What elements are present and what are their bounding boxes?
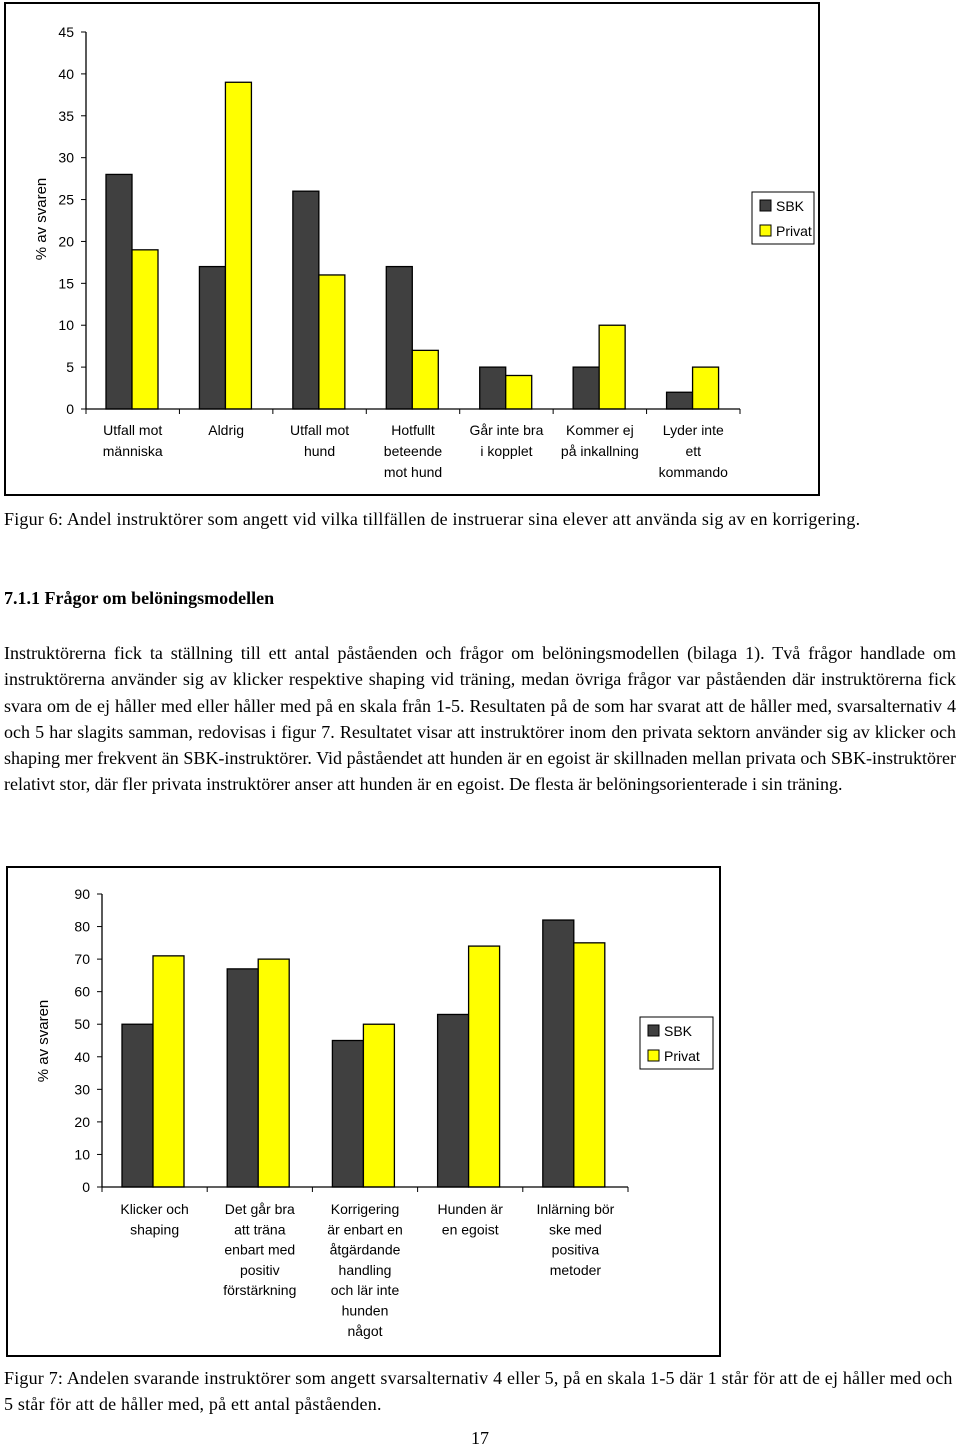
y-tick-label: 10 bbox=[58, 317, 74, 334]
bar-privat-0 bbox=[132, 250, 158, 409]
x-category-label: ske med bbox=[548, 1221, 602, 1238]
x-category-label: hund bbox=[303, 443, 336, 459]
x-category-label: hunden bbox=[341, 1302, 389, 1319]
y-tick-label: 80 bbox=[74, 918, 90, 935]
section-paragraph: Instruktörerna fick ta ställning till ett antal påståenden och frågor om belöningsmodellen (bilaga 1). Två frågor handlade om instruktörerna använder sig av klicker respektive shaping vid träning, medan övriga frågor var påståenden där instruktörerna fick svara om de ej håller med eller håller med på en skala från 1-5. Resultaten på de som har svarat att de håller med, svarsalternativ 4 och 5 har slagits samman, redovisas i figur 7. Resultatet visar att instruktörer inom den privata sektorn använder sig av klicker och shaping mer frekvent än SBK-instruktörer. Vid påståendet att hunden är en egoist är skillnaden mellan privata och SBK-instruktörer relativt stor, där fler privata instruktörer anser att hunden är en egoist. De flesta är belöningsorienterade i sin träning. bbox=[4, 643, 956, 795]
legend-label-sbk: SBK bbox=[664, 1023, 693, 1039]
figure-7-chart bbox=[6, 866, 721, 1357]
x-category-label: Aldrig bbox=[208, 422, 245, 438]
legend-swatch-sbk bbox=[760, 200, 771, 211]
y-tick-label: 0 bbox=[82, 1179, 90, 1195]
x-category-label: Utfall mot bbox=[103, 422, 163, 438]
bar-privat-4 bbox=[574, 943, 605, 1187]
y-tick-label: 20 bbox=[74, 1113, 90, 1130]
x-category-label: positiva bbox=[551, 1241, 600, 1258]
x-category-label: enbart med bbox=[224, 1241, 296, 1258]
bar-sbk-6 bbox=[667, 392, 693, 409]
x-category-label: mot hund bbox=[383, 464, 443, 480]
x-category-label: i kopplet bbox=[480, 443, 533, 459]
x-category-label: förstärkning bbox=[223, 1282, 297, 1299]
x-category-label: Klicker och bbox=[120, 1201, 189, 1217]
x-category-label: ett bbox=[685, 443, 702, 459]
y-tick-label: 0 bbox=[66, 401, 74, 417]
page-number: 17 bbox=[471, 1428, 489, 1448]
legend-swatch-privat bbox=[648, 1050, 659, 1061]
x-category-label: metoder bbox=[549, 1261, 602, 1278]
y-axis-title: % av svaren bbox=[33, 177, 50, 261]
x-category-label: Utfall mot bbox=[290, 422, 350, 438]
x-category-label: Går inte bra bbox=[469, 422, 544, 438]
x-category-label: Inlärning bör bbox=[536, 1201, 615, 1217]
y-tick-label: 25 bbox=[58, 191, 74, 208]
x-category-label: positiv bbox=[239, 1261, 280, 1278]
x-category-label: Korrigering bbox=[330, 1201, 400, 1217]
bar-sbk-1 bbox=[199, 267, 225, 409]
x-category-label: att träna bbox=[234, 1221, 286, 1238]
bar-sbk-2 bbox=[293, 191, 319, 409]
x-category-label: åtgärdande bbox=[329, 1241, 401, 1258]
legend-swatch-sbk bbox=[648, 1025, 659, 1036]
figure-6-svg bbox=[6, 4, 818, 494]
y-tick-label: 15 bbox=[58, 275, 74, 292]
bar-privat-1 bbox=[258, 959, 289, 1187]
section-heading: 7.1.1 Frågor om belöningsmodellen bbox=[4, 588, 275, 608]
figure-7-caption: Figur 7: Andelen svarande instruktörer som angett svarsalternativ 4 eller 5, på en skala 1-5 där 1 står för att de ej håller med och 5 står för att de håller med, på ett antal påståenden. bbox=[4, 1368, 953, 1414]
y-tick-label: 70 bbox=[74, 951, 90, 968]
bar-privat-3 bbox=[412, 350, 438, 409]
x-category-label: människa bbox=[102, 443, 163, 459]
bar-sbk-0 bbox=[106, 174, 132, 409]
bar-privat-3 bbox=[469, 946, 500, 1187]
y-tick-label: 40 bbox=[58, 65, 74, 82]
x-category-label: är enbart en bbox=[327, 1221, 403, 1238]
bar-privat-5 bbox=[599, 325, 625, 409]
legend-swatch-privat bbox=[760, 225, 771, 236]
bar-privat-2 bbox=[363, 1024, 394, 1187]
bar-sbk-2 bbox=[332, 1041, 363, 1188]
bar-sbk-1 bbox=[227, 969, 258, 1187]
x-category-label: Kommer ej bbox=[566, 422, 634, 438]
y-tick-label: 20 bbox=[58, 233, 74, 250]
x-category-label: Hunden är bbox=[437, 1201, 503, 1217]
legend-label-sbk: SBK bbox=[776, 198, 805, 214]
x-category-label: något bbox=[347, 1322, 383, 1339]
bar-sbk-3 bbox=[438, 1014, 469, 1187]
bar-sbk-4 bbox=[543, 920, 574, 1187]
y-tick-label: 30 bbox=[58, 149, 74, 166]
bar-sbk-0 bbox=[122, 1024, 153, 1187]
y-tick-label: 10 bbox=[74, 1146, 90, 1163]
x-category-label: Det går bra bbox=[224, 1201, 295, 1217]
y-tick-label: 5 bbox=[66, 359, 74, 376]
x-category-label: beteende bbox=[383, 443, 443, 459]
y-axis-title: % av svaren bbox=[35, 999, 52, 1083]
y-tick-label: 90 bbox=[74, 886, 90, 902]
y-tick-label: 30 bbox=[74, 1081, 90, 1098]
x-category-label: Hotfullt bbox=[391, 422, 435, 438]
y-tick-label: 35 bbox=[58, 107, 74, 124]
legend-label-privat: Privat bbox=[664, 1048, 700, 1064]
figure-6-chart bbox=[4, 2, 820, 496]
bar-sbk-4 bbox=[480, 367, 506, 409]
x-category-label: och lär inte bbox=[330, 1282, 400, 1299]
bar-privat-0 bbox=[153, 956, 184, 1187]
bar-privat-1 bbox=[225, 82, 251, 409]
y-tick-label: 40 bbox=[74, 1048, 90, 1065]
bar-privat-6 bbox=[693, 367, 719, 409]
x-category-label: kommando bbox=[658, 464, 728, 480]
y-tick-label: 50 bbox=[74, 1016, 90, 1033]
y-tick-label: 45 bbox=[58, 24, 74, 40]
bar-sbk-5 bbox=[573, 367, 599, 409]
figure-6-caption: Figur 6: Andel instruktörer som angett vid vilka tillfällen de instruerar sina elever att använda sig av en korrigering. bbox=[4, 509, 861, 529]
x-category-label: på inkallning bbox=[560, 443, 639, 459]
y-tick-label: 60 bbox=[74, 983, 90, 1000]
bar-sbk-3 bbox=[386, 267, 412, 409]
x-category-label: handling bbox=[338, 1261, 392, 1278]
bar-privat-2 bbox=[319, 275, 345, 409]
x-category-label: shaping bbox=[130, 1221, 180, 1238]
figure-7-svg bbox=[8, 868, 719, 1355]
x-category-label: Lyder inte bbox=[662, 422, 724, 438]
x-category-label: en egoist bbox=[441, 1221, 499, 1238]
bar-privat-4 bbox=[506, 375, 532, 409]
legend-label-privat: Privat bbox=[776, 223, 812, 239]
